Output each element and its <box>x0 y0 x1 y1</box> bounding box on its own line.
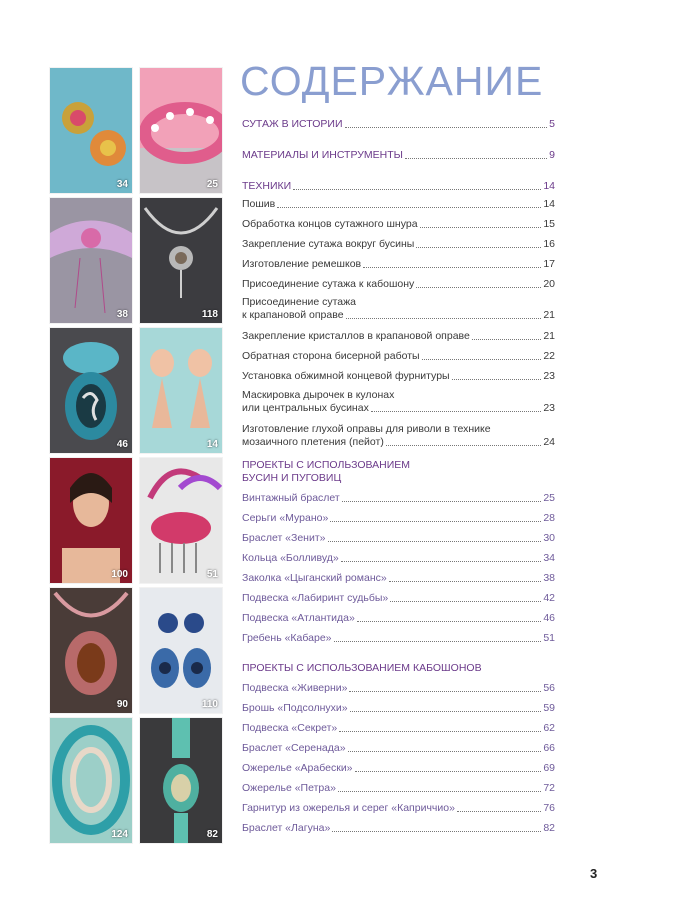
toc-entry[interactable] <box>242 198 555 211</box>
toc-leader <box>457 811 541 812</box>
toc-leader <box>277 207 541 208</box>
toc-entry[interactable] <box>242 370 555 383</box>
toc-leader <box>422 359 542 360</box>
toc-leader <box>339 731 541 732</box>
toc-leader <box>328 541 542 542</box>
toc-page: 21 <box>543 309 555 321</box>
toc-entry[interactable] <box>242 258 555 271</box>
toc-leader <box>405 158 547 159</box>
toc-leader <box>363 267 541 268</box>
thumb-earrings-blue[interactable] <box>140 588 222 713</box>
toc-leader <box>355 771 542 772</box>
thumb-page-number: 38 <box>116 309 128 320</box>
toc-label: Подвеска «Лабиринт судьбы» <box>242 592 389 604</box>
toc-page: 56 <box>543 682 555 694</box>
toc-label: Ожерелье «Арабески» <box>242 762 353 774</box>
toc-label: Подвеска «Атлантида» <box>242 612 355 624</box>
toc-label: мозаичного плетения (пейот) <box>242 436 384 448</box>
toc-entry[interactable] <box>242 682 555 695</box>
thumb-bracelet-pink[interactable] <box>140 68 222 193</box>
toc-label-line1: Изготовление глухой оправы для риволи в технике <box>242 423 491 435</box>
toc-entry[interactable] <box>242 572 555 585</box>
toc-entry[interactable] <box>242 822 555 835</box>
toc-entry-materials[interactable] <box>242 149 555 162</box>
thumbnail-gallery <box>0 0 232 911</box>
toc-leader <box>345 127 548 128</box>
thumb-necklace-silver[interactable] <box>140 198 222 323</box>
thumb-page-number: 34 <box>116 179 128 190</box>
toc-leader <box>420 227 542 228</box>
toc-page: 69 <box>543 762 555 774</box>
toc-leader <box>350 711 542 712</box>
toc-leader <box>416 247 541 248</box>
toc-label: Брошь «Подсолнухи» <box>242 702 348 714</box>
toc-entry[interactable] <box>242 552 555 565</box>
toc-page: 34 <box>543 552 555 564</box>
toc-leader <box>334 641 542 642</box>
toc-entry-history[interactable] <box>242 118 555 131</box>
toc-label-line1: Маскировка дырочек в кулонах <box>242 389 395 401</box>
toc-label: Обработка концов сутажного шнура <box>242 218 418 230</box>
toc-label: Присоединение сутажа к кабошону <box>242 278 415 290</box>
toc-label: Обратная сторона бисерной работы <box>242 350 420 362</box>
toc-entry[interactable] <box>242 532 555 545</box>
toc-leader <box>472 339 541 340</box>
toc-page: 59 <box>543 702 555 714</box>
toc-entry[interactable] <box>242 512 555 525</box>
toc-page: 9 <box>549 149 555 161</box>
toc-leader <box>389 581 542 582</box>
toc-label: Гарнитур из ожерелья и серег «Каприччио» <box>242 802 455 814</box>
thumb-pendant-teal[interactable] <box>50 328 132 453</box>
toc-label: Подвеска «Живерни» <box>242 682 348 694</box>
toc-label: Гребень «Кабаре» <box>242 632 332 644</box>
toc-entry[interactable] <box>242 802 555 815</box>
section-title-cabochons: ПРОЕКТЫ С ИСПОЛЬЗОВАНИЕМ КАБОШОНОВ <box>242 662 482 674</box>
toc-label: к крапановой оправе <box>242 309 344 321</box>
toc-page: 38 <box>543 572 555 584</box>
thumb-earrings-peach[interactable] <box>140 328 222 453</box>
toc-label: Закрепление кристаллов в крапановой оправе <box>242 330 470 342</box>
toc-entry[interactable] <box>242 218 555 231</box>
toc-page: 14 <box>543 198 555 210</box>
toc-page: 46 <box>543 612 555 624</box>
toc-entry[interactable] <box>242 278 555 291</box>
toc-label: Браслет «Серенада» <box>242 742 346 754</box>
toc-page: 24 <box>543 436 555 448</box>
toc-page: 42 <box>543 592 555 604</box>
section-title-beads-line2: БУСИН И ПУГОВИЦ <box>242 472 342 484</box>
toc-label: Серьги «Мурано» <box>242 512 329 524</box>
toc-page: 15 <box>543 218 555 230</box>
thumb-page-number: 82 <box>206 829 218 840</box>
toc-page: 25 <box>543 492 555 504</box>
toc-leader <box>293 189 541 190</box>
toc-label: Установка обжимной концевой фурнитуры <box>242 370 450 382</box>
thumb-page-number: 100 <box>111 569 128 580</box>
toc-label: Ожерелье «Петра» <box>242 782 336 794</box>
toc-entry[interactable] <box>242 702 555 715</box>
toc-label: Изготовление ремешков <box>242 258 362 270</box>
thumb-bracelet-lilac[interactable] <box>50 198 132 323</box>
toc-entry[interactable] <box>242 350 555 363</box>
toc-label: Винтажный браслет <box>242 492 340 504</box>
toc-entry[interactable] <box>242 762 555 775</box>
toc-label: ТЕХНИКИ <box>242 180 292 192</box>
section-title-beads: ПРОЕКТЫ С ИСПОЛЬЗОВАНИЕМ <box>242 459 411 471</box>
toc-label: Пошив <box>242 198 276 210</box>
toc-leader <box>390 601 541 602</box>
toc-leader <box>342 501 542 502</box>
thumb-page-number: 14 <box>206 439 218 450</box>
toc-entry[interactable] <box>242 436 555 449</box>
toc-leader <box>341 561 542 562</box>
toc-label: СУТАЖ В ИСТОРИИ <box>242 118 343 130</box>
toc-page: 17 <box>543 258 555 270</box>
thumb-bracelet-turquoise[interactable] <box>50 718 132 843</box>
toc-label: Браслет «Лагуна» <box>242 822 331 834</box>
toc-entry[interactable] <box>242 492 555 505</box>
toc-leader <box>416 287 541 288</box>
toc-leader <box>452 379 542 380</box>
toc-label: Подвеска «Секрет» <box>242 722 338 734</box>
toc-page: 20 <box>543 278 555 290</box>
toc-page: 72 <box>543 782 555 794</box>
page-number: 3 <box>590 866 598 881</box>
toc-page: 66 <box>543 742 555 754</box>
toc-page: 14 <box>543 180 555 192</box>
thumb-comb-pink[interactable] <box>140 458 222 583</box>
toc-page: 5 <box>549 118 555 130</box>
toc-entry[interactable] <box>242 742 555 755</box>
toc-label: или центральных бусинах <box>242 402 369 414</box>
toc-page: 23 <box>543 402 555 414</box>
toc-page: 82 <box>543 822 555 834</box>
toc-page: 30 <box>543 532 555 544</box>
toc-label: МАТЕРИАЛЫ И ИНСТРУМЕНТЫ <box>242 149 403 161</box>
toc-label: Заколка «Цыганский романс» <box>242 572 387 584</box>
thumb-page-number: 110 <box>201 699 218 710</box>
thumb-pendant-brown[interactable] <box>50 588 132 713</box>
thumb-page-number: 51 <box>206 569 218 580</box>
toc-entry[interactable] <box>242 330 555 343</box>
toc-label: Браслет «Зенит» <box>242 532 326 544</box>
toc-entry[interactable] <box>242 782 555 795</box>
toc-entry[interactable] <box>242 309 555 322</box>
thumb-earrings-rings[interactable] <box>50 68 132 193</box>
toc-page: 16 <box>543 238 555 250</box>
thumb-page-number: 118 <box>201 309 218 320</box>
toc-page: 23 <box>543 370 555 382</box>
toc-page: 62 <box>543 722 555 734</box>
toc-entry[interactable] <box>242 612 555 625</box>
thumb-pendant-green[interactable] <box>140 718 222 843</box>
thumb-model-portrait[interactable] <box>50 458 132 583</box>
toc-leader <box>332 831 541 832</box>
toc-leader <box>357 621 541 622</box>
toc-leader <box>338 791 541 792</box>
toc-entry[interactable] <box>242 632 555 645</box>
toc-label: Кольца «Болливуд» <box>242 552 339 564</box>
toc-leader <box>348 751 542 752</box>
toc-entry-techniques[interactable] <box>242 180 555 193</box>
thumb-page-number: 46 <box>116 439 128 450</box>
toc-page: 28 <box>543 512 555 524</box>
thumb-page-number: 124 <box>111 829 128 840</box>
toc-leader <box>386 445 541 446</box>
toc-leader <box>346 318 542 319</box>
toc-leader <box>371 411 541 412</box>
toc-page: 22 <box>543 350 555 362</box>
page-title: СОДЕРЖАНИЕ <box>240 58 544 104</box>
toc-entry[interactable] <box>242 402 555 415</box>
toc-label: Закрепление сутажа вокруг бусины <box>242 238 415 250</box>
toc-page: 76 <box>543 802 555 814</box>
thumb-page-number: 90 <box>116 699 128 710</box>
toc-leader <box>349 691 541 692</box>
thumb-page-number: 25 <box>206 179 218 190</box>
toc-entry[interactable] <box>242 238 555 251</box>
toc-page: 21 <box>543 330 555 342</box>
toc-leader <box>330 521 541 522</box>
toc-page: 51 <box>543 632 555 644</box>
toc-label-line1: Присоединение сутажа <box>242 296 357 308</box>
toc-entry[interactable] <box>242 592 555 605</box>
toc-entry[interactable] <box>242 722 555 735</box>
